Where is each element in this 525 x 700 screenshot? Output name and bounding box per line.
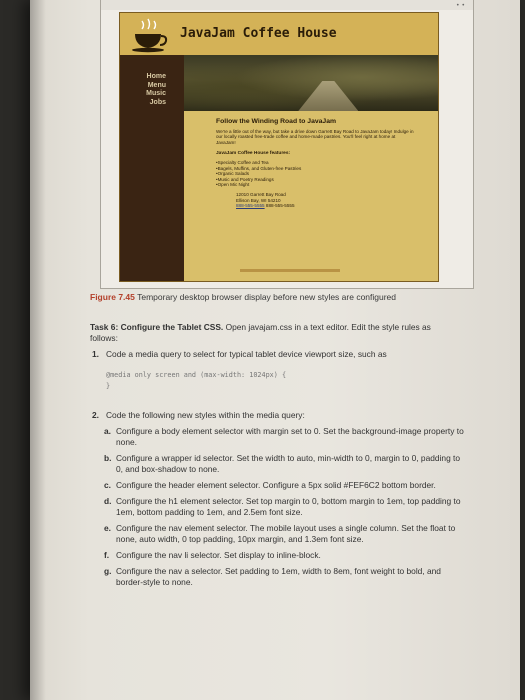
site-content (184, 111, 438, 281)
substep-letter: d. (104, 496, 112, 506)
address-line-2: Ellison Bay, WI 54210 (236, 197, 281, 203)
substep-text: Configure the nav a selector. Set padding to 1em, width to 8em, font weight to bold, and border-style to none. (116, 566, 441, 587)
winding-road-hero-image (184, 55, 438, 111)
substep-f (104, 550, 466, 561)
road-image-detail (298, 81, 358, 111)
phone-text: 888-555-5555 (265, 203, 295, 209)
site-header (120, 13, 438, 55)
substep-a (104, 426, 466, 448)
step-list (92, 349, 462, 588)
step-number: 2. (92, 410, 99, 420)
book-page (30, 0, 520, 700)
substep-d (104, 496, 466, 518)
step-text: Code the following new styles within the media query: (106, 410, 305, 420)
substep-letter: f. (104, 550, 110, 560)
substep-letter: c. (104, 480, 111, 490)
address (236, 192, 428, 209)
nav-link-jobs[interactable]: Jobs (149, 98, 166, 106)
substep-g (104, 566, 466, 588)
step-text: Code a media query to select for typical tablet device viewport size, such as (106, 349, 387, 359)
step-1 (92, 349, 462, 392)
substep-text: Configure the nav element selector. The mobile layout uses a single column. Set the float to none, auto width, 0 top padding, 10px margin, and 1.3em font size. (116, 523, 456, 544)
nav-link-menu[interactable]: Menu (147, 81, 166, 89)
address-line-1: 12010 Garrett Bay Road (236, 191, 286, 197)
substep-text: Configure the h1 element selector. Set top margin to 0, bottom margin to 1em, top padding to 1em, bottom padding to 1em, and 2.5em font size. (116, 496, 461, 517)
figure-label: Figure 7.45 (90, 292, 135, 302)
features-list (216, 160, 428, 188)
code-sample (106, 370, 462, 392)
list-item: • Specialty Coffee and Tea (216, 160, 428, 166)
substep-text: Configure the header element selector. Configure a 5px solid #FEF6C2 bottom border. (116, 480, 436, 490)
substep-text: Configure the nav li selector. Set display to inline-block. (116, 550, 321, 560)
substep-c (104, 480, 466, 491)
substep-letter: e. (104, 523, 111, 533)
site-footer (240, 269, 340, 272)
figure-caption-text: Temporary desktop browser display before new styles are configured (137, 292, 397, 302)
page-fold-shadow (30, 0, 46, 700)
code-line: @media only screen and (max-width: 1024px) { (106, 371, 287, 379)
site-title: JavaJam Coffee House (180, 26, 337, 41)
substep-letter: g. (104, 566, 112, 576)
coffee-cup-logo-icon (130, 17, 168, 53)
nav-link-music[interactable]: Music (146, 90, 166, 97)
code-line: } (106, 382, 111, 390)
browser-menu-icon: • • (456, 2, 465, 9)
nav-link-home[interactable]: Home (146, 73, 166, 80)
figure-screenshot (100, 0, 474, 289)
task-heading: Task 6: Configure the Tablet CSS. (90, 322, 224, 332)
site-nav (120, 55, 184, 281)
javajam-site (119, 12, 439, 282)
task-intro: Open javajam.css in a text editor. Edit the style rules as follows: (90, 322, 431, 343)
content-heading: Follow the Winding Road to JavaJam (216, 118, 337, 125)
substep-e (104, 523, 466, 545)
step-2 (92, 410, 462, 588)
list-item: • Bagels, Muffins, and Gluten-free Pastries (216, 166, 428, 172)
phone-link[interactable]: 888-555-5555 (236, 203, 265, 209)
content-intro: We're a little out of the way, but take a drive down Garrett Bay Road to JavaJam today! Indulge in our locally roasted free-trade coffee and home-made pastries. You'll feel right at home at JavaJam! (216, 128, 414, 145)
substep-text: Configure a wrapper id selector. Set the width to auto, min-width to 0, margin to 0, padding to 0, and box-shadow to none. (116, 453, 461, 474)
figure-caption (90, 292, 396, 302)
step-number: 1. (92, 349, 99, 359)
substep-b (104, 453, 466, 475)
task-paragraph (90, 322, 460, 344)
list-item: • Music and Poetry Readings (216, 177, 428, 183)
list-item: • Open Mic Night (216, 182, 428, 188)
substep-letter: a. (104, 426, 111, 436)
phone-line (236, 203, 428, 209)
substep-text: Configure a body element selector with margin set to 0. Set the background-image property to none. (116, 426, 464, 447)
list-item: • Organic Salads (216, 171, 428, 177)
features-heading: JavaJam Coffee House features: (216, 151, 291, 157)
browser-toolbar (101, 0, 473, 10)
substep-letter: b. (104, 453, 112, 463)
